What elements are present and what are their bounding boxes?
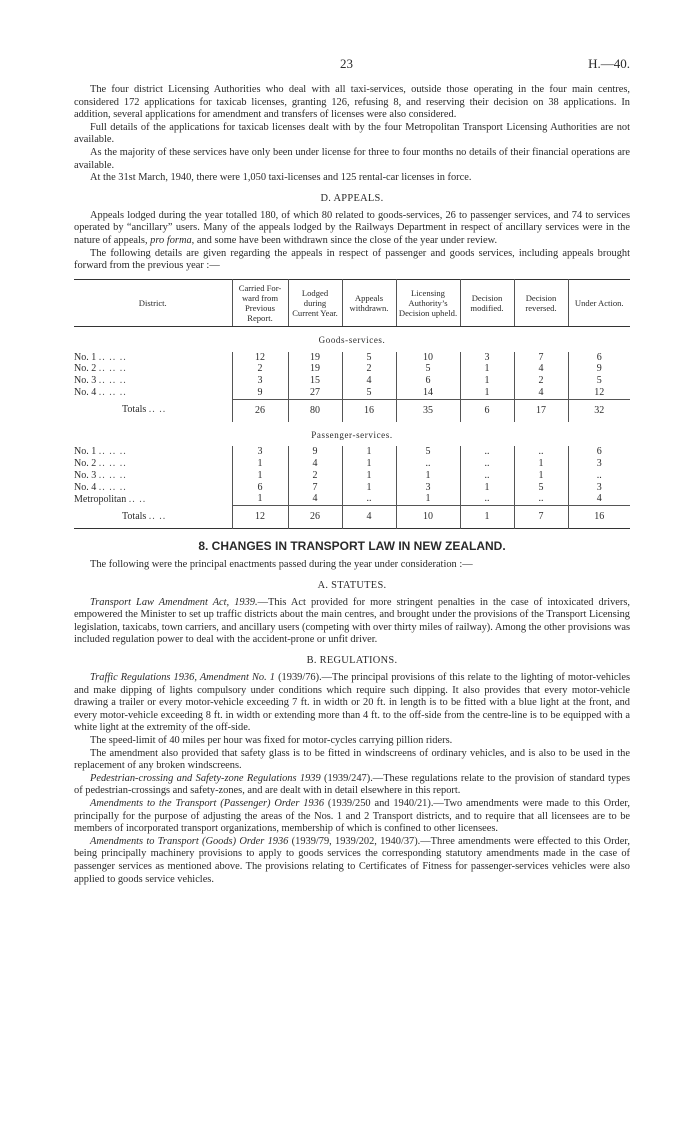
table-cell: .. — [342, 493, 396, 505]
district-name: No. 4 — [74, 387, 97, 399]
regulations-paragraph — [74, 773, 630, 798]
regulation-text: (1939/76).—The principal provisions of this relate to the lighting of motor-vehicles and make dipping of lights compulsory under conditions which require such dipping. It also provides that every motor-vehicle drawing a trailer or every motor-vehicle exceeding 7 ft. in width or 20 ft. in length is to be fitted with a blue light at the front, and every motor-vehicle exceeding 8 ft. in width or extending more than 4 ft. to the off-side from the centre-line is to be equipped with a white light at the extremity of the off-side. — [74, 672, 630, 734]
appeals-text-b: , and some have been withdrawn since the close of the year under review. — [191, 234, 498, 246]
table-cell: 4 — [514, 363, 568, 375]
table-cell: 9 — [232, 387, 288, 399]
regulation-title: Traffic Regulations 1936, Amendment No. 1 — [90, 672, 275, 684]
total-cell: 26 — [232, 399, 288, 421]
district-name: No. 3 — [74, 375, 97, 387]
table-cell: 1 — [232, 493, 288, 505]
district-cell — [74, 375, 232, 387]
table-cell: .. — [568, 470, 630, 482]
appeals-paragraph — [74, 210, 630, 248]
table-cell: 1 — [342, 482, 396, 494]
leader-dots: .. .. .. — [98, 458, 127, 470]
leader-dots: .. .. .. — [98, 351, 127, 363]
table-cell: 3 — [568, 458, 630, 470]
table-group-row — [74, 326, 630, 351]
leader-dots: .. .. .. — [98, 363, 127, 375]
act-title: Transport Law Amendment Act, 1939. — [90, 596, 258, 608]
table-cell: 4 — [514, 387, 568, 399]
total-cell: 1 — [460, 506, 514, 529]
total-cell: 26 — [288, 506, 342, 529]
appeals-text-a: Appeals lodged during the year totalled 180, of which 80 related to goods-services, 26 to passenger services, and 74 to services operated by “ancillary” users. Many of the appeals lodged by the Railways Department in respect of ancillary services were in the nature of appeals, — [74, 209, 630, 246]
regulation-title: Amendments to Transport (Goods) Order 1936 — [90, 835, 289, 847]
page-number: 23 — [340, 56, 353, 71]
table-group-row — [74, 422, 630, 447]
table-cell: 19 — [288, 352, 342, 364]
regulations-paragraph — [74, 798, 630, 836]
table-row — [74, 363, 630, 375]
district-cell — [74, 446, 232, 458]
group-label: Goods-services. — [318, 334, 386, 345]
table-cell: 5 — [342, 352, 396, 364]
district-name: Metropolitan — [74, 493, 127, 505]
table-cell: 5 — [514, 482, 568, 494]
document-page — [74, 56, 630, 886]
table-row — [74, 352, 630, 364]
table-cell: 3 — [232, 375, 288, 387]
district-cell — [74, 482, 232, 494]
table-cell: 6 — [232, 482, 288, 494]
leader-dots: .. .. — [128, 493, 147, 505]
totals-label: Totals — [122, 511, 147, 523]
total-cell: 32 — [568, 399, 630, 421]
table-cell: 12 — [232, 352, 288, 364]
column-header: Carried For-ward from Previous Report. — [232, 279, 288, 326]
table-row — [74, 470, 630, 482]
column-header: Licensing Authority’s Decision upheld. — [396, 279, 460, 326]
table-cell: .. — [396, 458, 460, 470]
district-name: No. 3 — [74, 469, 97, 481]
section-title: 8. CHANGES IN TRANSPORT LAW IN NEW ZEALAND. — [198, 539, 506, 554]
total-cell: 17 — [514, 399, 568, 421]
table-row — [74, 482, 630, 494]
regulations-paragraph: The amendment also provided that safety glass is to be fitted in windscreens of ordinary vehicles, and is also to be used in the replacement of any broken windscreens. — [74, 747, 630, 772]
totals-row — [74, 506, 630, 529]
leader-dots: .. .. .. — [98, 446, 127, 458]
table-cell: .. — [460, 470, 514, 482]
district-cell — [74, 458, 232, 470]
totals-label-cell — [74, 399, 232, 421]
table-cell: 1 — [232, 458, 288, 470]
table-row — [74, 458, 630, 470]
column-header: District. — [74, 279, 232, 326]
table-cell: 7 — [288, 482, 342, 494]
regulation-text: (1939/250 and 1940/21).—Two amendments were made to this Order, principally for the purpose of adjusting the areas of the Nos. 1 and 2 Transport districts, and to require that all licensees are to be members of incorporated transport organizations, membership of which is confined to other licensees. — [74, 797, 631, 835]
leader-dots: .. .. .. — [98, 375, 127, 387]
table-cell: 3 — [396, 482, 460, 494]
table-cell: 1 — [342, 446, 396, 458]
table-cell: 4 — [288, 493, 342, 505]
table-cell: 3 — [460, 352, 514, 364]
total-cell: 80 — [288, 399, 342, 421]
table-cell: .. — [514, 446, 568, 458]
total-cell: 6 — [460, 399, 514, 421]
table-cell: 1 — [514, 458, 568, 470]
table-cell: .. — [460, 458, 514, 470]
table-cell: 12 — [568, 387, 630, 399]
district-name: No. 2 — [74, 458, 97, 470]
table-row — [74, 446, 630, 458]
leader-dots: .. .. — [148, 511, 167, 523]
table-cell: 5 — [568, 375, 630, 387]
group-label: Passenger-services. — [311, 429, 393, 440]
district-name: No. 1 — [74, 351, 97, 363]
intro-paragraph: As the majority of these services have only been under license for three to four months no details of their financial operations are available. — [74, 146, 630, 171]
column-header: Appeals withdrawn. — [342, 279, 396, 326]
total-cell: 10 — [396, 506, 460, 529]
total-cell: 16 — [568, 506, 630, 529]
totals-row — [74, 399, 630, 421]
table-cell: 4 — [288, 458, 342, 470]
district-cell — [74, 352, 232, 364]
table-cell: .. — [460, 446, 514, 458]
appeals-heading: D. APPEALS. — [320, 192, 384, 204]
table-cell: 1 — [460, 482, 514, 494]
regulation-title: Pedestrian-crossing and Safety-zone Regulations 1939 — [90, 772, 321, 784]
leader-dots: .. .. — [148, 404, 167, 416]
column-header: Decision reversed. — [514, 279, 568, 326]
table-cell: 4 — [342, 375, 396, 387]
column-header: Decision modified. — [460, 279, 514, 326]
table-cell: 1 — [460, 387, 514, 399]
appeals-text-italic: pro forma — [150, 234, 192, 246]
column-header: Lodged during Current Year. — [288, 279, 342, 326]
table-row — [74, 375, 630, 387]
table-cell: 27 — [288, 387, 342, 399]
regulations-paragraph — [74, 836, 630, 886]
intro-paragraph: At the 31st March, 1940, there were 1,050 taxi-licenses and 125 rental-car licenses in force. — [90, 172, 472, 184]
table-cell: 2 — [288, 470, 342, 482]
regulations-paragraph: The speed-limit of 40 miles per hour was fixed for motor-cycles carrying pillion riders. — [90, 735, 453, 747]
regulation-text: (1939/79, 1939/202, 1940/37).—Three amendments were effected to this Order, being principally machinery provisions to apply to goods services the corresponding statutory amendments made in the case of passenger services as mentioned above. The provisions relating to Certificates of Fitness for passenger-services vehicles were also applied to goods service vehicles. — [74, 835, 630, 885]
page-header — [74, 56, 630, 84]
leader-dots: .. .. .. — [98, 469, 127, 481]
leader-dots: .. .. .. — [98, 481, 127, 493]
table-cell: 3 — [232, 446, 288, 458]
district-name: No. 4 — [74, 481, 97, 493]
regulation-title: Amendments to the Transport (Passenger) Order 1936 — [90, 797, 325, 809]
table-cell: 5 — [396, 446, 460, 458]
table-cell: 1 — [460, 363, 514, 375]
table-cell: 5 — [342, 387, 396, 399]
table-cell: 2 — [514, 375, 568, 387]
regulations-heading: B. REGULATIONS. — [306, 655, 398, 667]
table-header-row — [74, 279, 630, 326]
section-intro: The following were the principal enactments passed during the year under consideration :— — [90, 559, 473, 571]
table-row — [74, 493, 630, 505]
total-cell: 16 — [342, 399, 396, 421]
district-cell — [74, 387, 232, 399]
statutes-heading: A. STATUTES. — [317, 579, 387, 591]
table-cell: 9 — [288, 446, 342, 458]
table-row — [74, 387, 630, 399]
table-cell: 1 — [232, 470, 288, 482]
table-cell: 2 — [232, 363, 288, 375]
appeals-paragraph: The following details are given regarding the appeals in respect of passenger and goods services, including appeals brought forward from the previous year :— — [74, 247, 630, 272]
table-cell: 9 — [568, 363, 630, 375]
table-cell: 10 — [396, 352, 460, 364]
table-cell: 1 — [396, 470, 460, 482]
table-cell: 1 — [514, 470, 568, 482]
table-cell: 4 — [568, 493, 630, 505]
appeals-table — [74, 279, 630, 529]
table-cell: .. — [514, 493, 568, 505]
goods-services-section — [74, 326, 630, 421]
intro-paragraph: Full details of the applications for taxicab licenses dealt with by the four Metropolitan Transport Licensing Authorities are not available. — [74, 121, 630, 146]
column-header: Under Action. — [568, 279, 630, 326]
document-reference: H.—40. — [588, 56, 630, 71]
table-cell: 15 — [288, 375, 342, 387]
table-cell: 6 — [568, 352, 630, 364]
total-cell: 12 — [232, 506, 288, 529]
intro-paragraph: The four district Licensing Authorities who deal with all taxi-services, outside those operating in the four main centres, considered 172 applications for taxicab licenses, granting 126, refusing 8, and reserving their decision on 38 applications. In addition, several applications for amendment and transfers of licenses were also considered. — [74, 84, 630, 121]
totals-label-cell — [74, 506, 232, 529]
leader-dots: .. .. .. — [98, 387, 127, 399]
table-cell: 14 — [396, 387, 460, 399]
table-cell: 3 — [568, 482, 630, 494]
table-cell: 1 — [460, 375, 514, 387]
district-cell — [74, 363, 232, 375]
table-cell: .. — [460, 493, 514, 505]
table-cell: 19 — [288, 363, 342, 375]
regulation-text: (1939/247).—These regulations relate to the provision of standard types of pedestrian-crossings and safety-zones, and are dealt with in detail elsewhere in this report. — [74, 772, 630, 797]
regulations-paragraph — [74, 672, 630, 735]
passenger-services-section — [74, 422, 630, 529]
table-cell: 1 — [342, 458, 396, 470]
table-cell: 1 — [342, 470, 396, 482]
total-cell: 4 — [342, 506, 396, 529]
total-cell: 7 — [514, 506, 568, 529]
district-name: No. 2 — [74, 363, 97, 375]
district-cell — [74, 493, 232, 505]
statutes-paragraph — [74, 597, 630, 647]
table-cell: 6 — [396, 375, 460, 387]
table-cell: 6 — [568, 446, 630, 458]
district-name: No. 1 — [74, 446, 97, 458]
table-cell: 2 — [342, 363, 396, 375]
table-cell: 1 — [396, 493, 460, 505]
statutes-text: —This Act provided for more stringent penalties in the case of intoxicated drivers, empowered the Minister to set up traffic districts about the main centres, and brought under the provisions of the Transport Licensing legislation, taxicabs, town carriers, and ancillary users (competing with over thirty miles of railway). Among the other provisions was included regulation power to deal with the accident-prone or unfit driver. — [74, 596, 630, 646]
total-cell: 35 — [396, 399, 460, 421]
table-cell: 7 — [514, 352, 568, 364]
district-cell — [74, 470, 232, 482]
totals-label: Totals — [122, 404, 147, 416]
table-cell: 5 — [396, 363, 460, 375]
